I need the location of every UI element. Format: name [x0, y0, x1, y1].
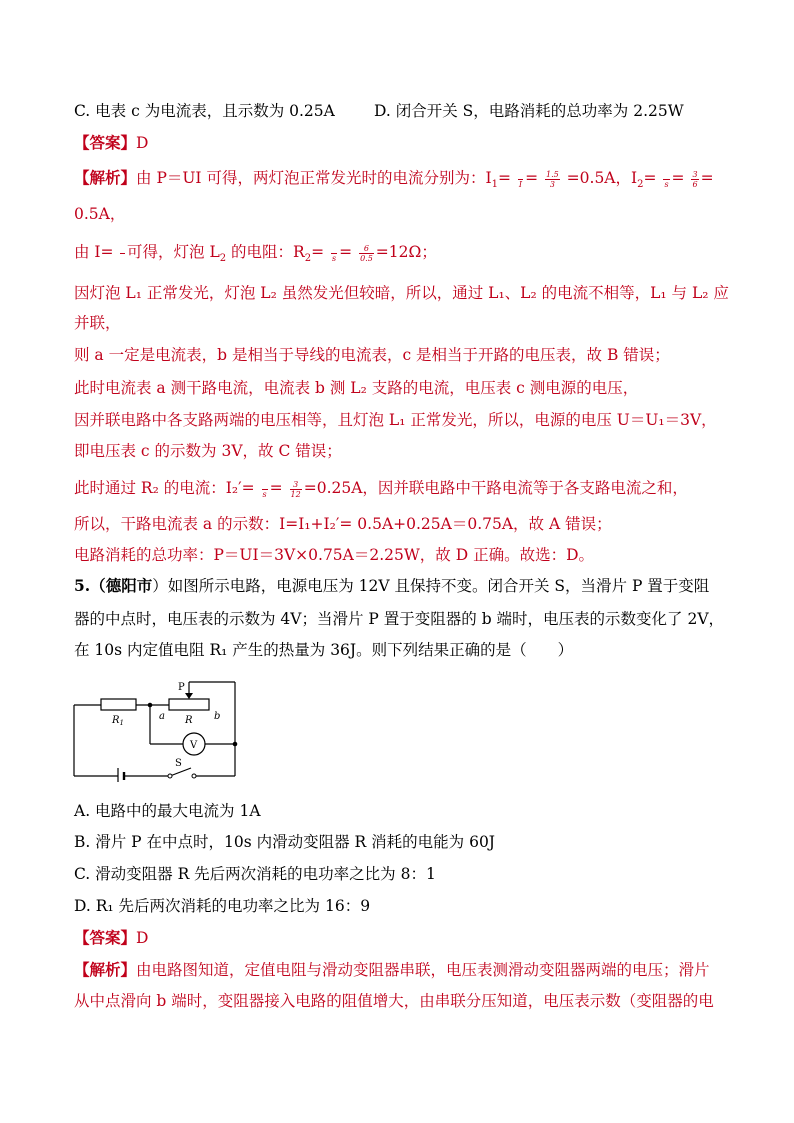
analysis-line-8 [74, 410, 717, 430]
analysis-tag: 【解析】 [74, 168, 137, 187]
switch-contact [168, 774, 172, 778]
option-c-line [74, 101, 335, 121]
junction-dot [148, 703, 153, 708]
analysis-text: =0.5A，I [566, 169, 638, 187]
resistor-r1 [101, 699, 136, 710]
option-c: C. 电表 c 为电流表，且示数为 0.25A [74, 102, 335, 120]
analysis-line-10: 此时通过 R₂ 的电流：I₂′= s = $\frac{3}{12}$ =0.25A，因并联电路中干路电流等于各支路电流之和， [74, 479, 688, 499]
label-s: S [175, 758, 182, 769]
question-text: 在 10s 内定值电阻 R₁ 产生的热量为 36J。则下列结果正确的是（ ） [74, 641, 574, 659]
circuit-diagram [72, 674, 242, 782]
answer-value: D [136, 134, 149, 152]
switch-contact [192, 774, 196, 778]
fraction: $\frac{3}{6}$ [692, 169, 698, 189]
label-v: V [190, 740, 198, 751]
option-d: D. 闭合开关 S，电路消耗的总功率为 2.25W [374, 102, 684, 120]
analysis-tag: 【解析】 [74, 960, 137, 979]
analysis-line-6 [74, 345, 670, 365]
analysis-line-5 [74, 313, 121, 333]
q5-option-d [74, 896, 370, 916]
answer-line-2 [74, 928, 148, 948]
analysis-line-2 [74, 204, 125, 224]
question-5-line-1 [74, 576, 709, 596]
analysis-text: 所以，干路电流表 a 的示数：I=I₁+I₂′= 0.5A+0.25A＝0.75A，故 A 错误； [74, 515, 612, 533]
answer-tag: 【答案】 [74, 133, 137, 152]
fraction: $\frac{6}{0.5}$ [360, 243, 373, 263]
q5-option-c [74, 864, 436, 884]
question-5-line-3 [74, 640, 573, 660]
option-text: C. 滑动变阻器 R 先后两次消耗的电功率之比为 8：1 [74, 865, 436, 883]
analysis-text: =12Ω； [375, 243, 437, 261]
question-source: 德阳市 [105, 576, 153, 595]
option-text: A. 电路中的最大电流为 1A [74, 802, 261, 820]
junction-dot [233, 742, 238, 747]
analysis2-line-2 [74, 991, 714, 1011]
analysis-text: 因灯泡 L₁ 正常发光，灯泡 L₂ 虽然发光但较暗，所以，通过 L₁、L₂ 的电流不相等，L₁ 与 L₂ 应 [74, 284, 729, 302]
option-d-line [374, 101, 684, 121]
label-b: b [214, 711, 221, 722]
analysis-text: 因并联电路中各支路两端的电压相等，且灯泡 L₁ 正常发光，所以，电源的电压 U＝U₁＝3V， [74, 411, 717, 429]
analysis-text: 可得，灯泡 L [127, 243, 220, 261]
analysis-line-9 [74, 441, 342, 461]
analysis-line-11 [74, 514, 612, 534]
analysis-text: 从中点滑向 b 端时，变阻器接入电路的阻值增大，由串联分压知道，电压表示数（变阻器的电 [74, 992, 714, 1010]
option-text: D. R₁ 先后两次消耗的电功率之比为 16：9 [74, 897, 371, 915]
analysis-text: 由 P＝UI 可得，两灯泡正常发光时的电流分别为：I [136, 169, 492, 187]
slider-arrow [185, 693, 193, 699]
answer-tag: 【答案】 [74, 928, 137, 947]
analysis-line-4 [74, 283, 729, 303]
answer-line [74, 133, 148, 153]
analysis-text: 由电路图知道，定值电阻与滑动变阻器串联，电压表测滑动变阻器两端的电压；滑片 [136, 961, 710, 979]
fraction [120, 244, 125, 263]
analysis-text: 的电阻：R [226, 243, 305, 261]
analysis-line-3: 由 I= 可得，灯泡 $L_2$ 的电阻：$R_2=$ s = $\frac{6}{0.5}$ =12Ω； [74, 243, 437, 265]
fraction: $\frac{1.5}{3}$ [546, 169, 559, 189]
analysis-line-1: 【解析】由 P＝UI 可得，两灯泡正常发光时的电流分别为：$I_1=$ I = $\frac{1.5}{3}$ =0.5A，$I_2=$ s = $\frac{3}{6}$ = [74, 168, 714, 191]
q5-option-b [74, 832, 495, 852]
label-p: P [178, 682, 185, 693]
answer-value: D [136, 929, 149, 947]
label-r: R [185, 715, 193, 726]
fraction: s [262, 480, 268, 499]
analysis-text: 电路消耗的总功率：P＝UI＝3V×0.75A＝2.25W，故 D 正确。故选：D。 [74, 546, 595, 564]
analysis-text: 此时电流表 a 测干路电流，电流表 b 测 L₂ 支路的电流，电压表 c 测电源的电压， [74, 379, 639, 397]
analysis-text: 并联， [74, 314, 121, 332]
q5-option-a [74, 801, 261, 821]
fraction: $\frac{3}{12}$ [290, 479, 301, 499]
fraction: s [331, 244, 337, 263]
analysis-text: 0.5A， [74, 205, 126, 223]
question-number: 5.（ [74, 576, 106, 595]
analysis-text: 即电压表 c 的示数为 3V，故 C 错误； [74, 442, 342, 460]
fraction: I [518, 170, 523, 189]
resistor-r [169, 699, 209, 710]
question-5-line-2 [74, 609, 724, 629]
switch-s [170, 768, 191, 776]
label-r1: $R_1$ [112, 715, 124, 727]
option-text: B. 滑片 P 在中点时，10s 内滑动变阻器 R 消耗的电能为 60J [74, 833, 496, 851]
label-a: a [159, 711, 165, 722]
question-text: 器的中点时，电压表的示数为 4V；当滑片 P 置于变阻器的 b 端时，电压表的示数变化了 2V， [74, 610, 725, 628]
analysis-text: =0.25A，因并联电路中干路电流等于各支路电流之和， [303, 479, 688, 497]
analysis-text: 此时通过 R₂ 的电流：I₂′= [74, 479, 260, 497]
fraction: s [663, 170, 669, 189]
analysis-line-7 [74, 378, 638, 398]
question-text: ）如图所示电路，电源电压为 12V 且保持不变。闭合开关 S，当滑片 P 置于变阻 [152, 577, 710, 595]
analysis-text: 由 I= [74, 243, 119, 261]
analysis2-line-1 [74, 960, 710, 980]
analysis-line-12 [74, 545, 594, 565]
analysis-text: 则 a 一定是电流表，b 是相当于导线的电流表，c 是相当于开路的电压表，故 B 错误； [74, 346, 670, 364]
